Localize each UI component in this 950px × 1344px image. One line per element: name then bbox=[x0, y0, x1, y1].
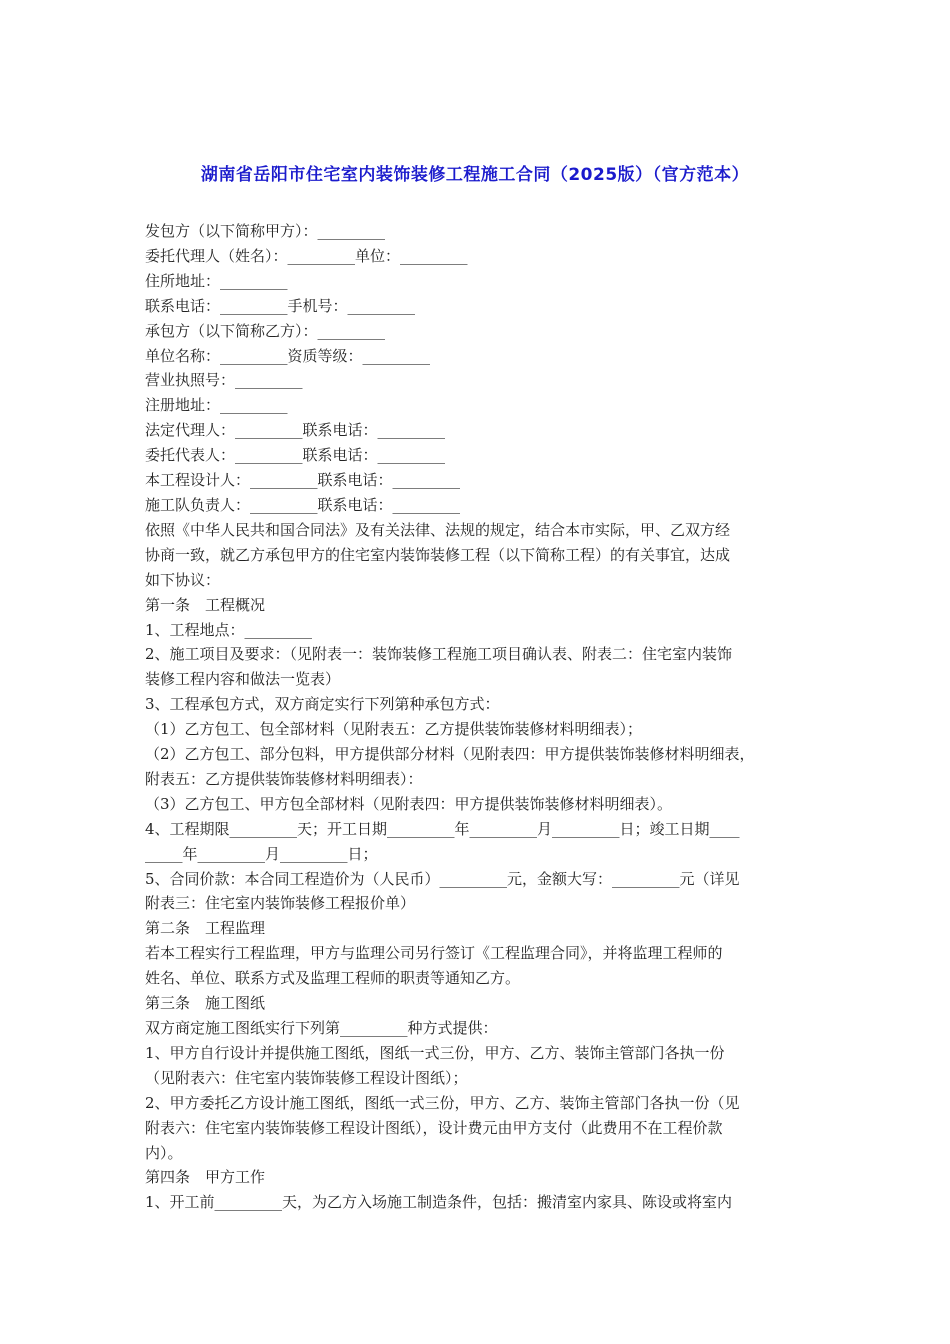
document-line: 依照《中华人民共和国合同法》及有关法律、法规的规定，结合本市实际，甲、乙双方经 bbox=[145, 520, 731, 539]
document-line: 第三条 施工图纸 bbox=[145, 994, 266, 1013]
document-line: 2、甲方委托乙方设计施工图纸，图纸一式三份，甲方、乙方、装饰主管部门各执一份（见 bbox=[145, 1093, 740, 1112]
document-line: 5、合同价款：本合同工程造价为（人民币）_________元，金额大写：_________元（详见 bbox=[145, 869, 740, 888]
document-title: 湖南省岳阳市住宅室内装饰装修工程施工合同（2025版）（官方范本） bbox=[200, 165, 750, 185]
document-line: 装修工程内容和做法一览表） bbox=[145, 670, 341, 689]
document-line: 单位名称：_________资质等级：_________ bbox=[145, 346, 431, 365]
document-line: _____年_________月_________日； bbox=[145, 844, 378, 863]
document-line: （见附表六：住宅室内装饰装修工程设计图纸）； bbox=[145, 1068, 468, 1087]
document-line: 内）。 bbox=[145, 1143, 183, 1162]
document-line: （2）乙方包工、部分包料，甲方提供部分材料（见附表四：甲方提供装饰装修材料明细表， bbox=[145, 745, 755, 764]
document-body bbox=[145, 219, 813, 1215]
document-line: 双方商定施工图纸实行下列第_________种方式提供： bbox=[145, 1019, 498, 1037]
document-line: 3、工程承包方式，双方商定实行下列第种承包方式： bbox=[145, 695, 500, 714]
document-line: 第二条 工程监理 bbox=[145, 919, 266, 938]
document-line: 若本工程实行工程监理，甲方与监理公司另行签订《工程监理合同》，并将监理工程师的 bbox=[145, 944, 723, 963]
document-line: 附表六：住宅室内装饰装修工程设计图纸），设计费元由甲方支付（此费用不在工程价款 bbox=[145, 1118, 723, 1137]
document-line: 联系电话：_________手机号：_________ bbox=[145, 296, 416, 315]
document-line: 姓名、单位、联系方式及监理工程师的职责等通知乙方。 bbox=[145, 969, 521, 988]
document-line: 注册地址：_________ bbox=[145, 396, 288, 415]
document-line: 营业执照号：_________ bbox=[145, 371, 303, 390]
document-line: 如下协议： bbox=[145, 570, 221, 589]
document-line: 第四条 甲方工作 bbox=[145, 1168, 266, 1187]
document-line: 住所地址：_________ bbox=[145, 271, 288, 290]
document-line: 施工队负责人：_________联系电话：_________ bbox=[145, 495, 461, 514]
document-line: 法定代理人：_________联系电话：_________ bbox=[145, 421, 446, 440]
document-line: 委托代表人：_________联系电话：_________ bbox=[145, 446, 446, 465]
document-line: （1）乙方包工、包全部材料（见附表五：乙方提供装饰装修材料明细表）； bbox=[145, 720, 643, 739]
document-line: 承包方（以下简称乙方）：_________ bbox=[145, 321, 386, 340]
document-line: 协商一致，就乙方承包甲方的住宅室内装饰装修工程（以下简称工程）的有关事宜，达成 bbox=[145, 545, 731, 564]
document-line: 本工程设计人：_________联系电话：_________ bbox=[145, 471, 461, 490]
document-line: 1、工程地点：_________ bbox=[145, 620, 313, 639]
document-line: 4、工程期限_________天；开工日期_________年_________月_________日；竣工日期____ bbox=[145, 819, 740, 838]
document-line: 2、施工项目及要求：（见附表一：装饰装修工程施工项目确认表、附表二：住宅室内装饰 bbox=[145, 645, 733, 664]
document-line: 1、开工前_________天，为乙方入场施工制造条件，包括：搬清室内家具、陈设或将室内 bbox=[145, 1193, 733, 1212]
document-line: 1、甲方自行设计并提供施工图纸，图纸一式三份，甲方、乙方、装饰主管部门各执一份 bbox=[145, 1043, 725, 1062]
document-line: 附表五：乙方提供装饰装修材料明细表）： bbox=[145, 769, 423, 788]
document-line: 委托代理人（姓名）：_________单位：_________ bbox=[145, 246, 468, 265]
document-line: （3）乙方包工、甲方包全部材料（见附表四：甲方提供装饰装修材料明细表）。 bbox=[145, 794, 673, 813]
document-line: 第一条 工程概况 bbox=[145, 595, 266, 614]
document-line: 发包方（以下简称甲方）：_________ bbox=[145, 222, 386, 240]
document-line: 附表三：住宅室内装饰装修工程报价单） bbox=[145, 894, 416, 913]
